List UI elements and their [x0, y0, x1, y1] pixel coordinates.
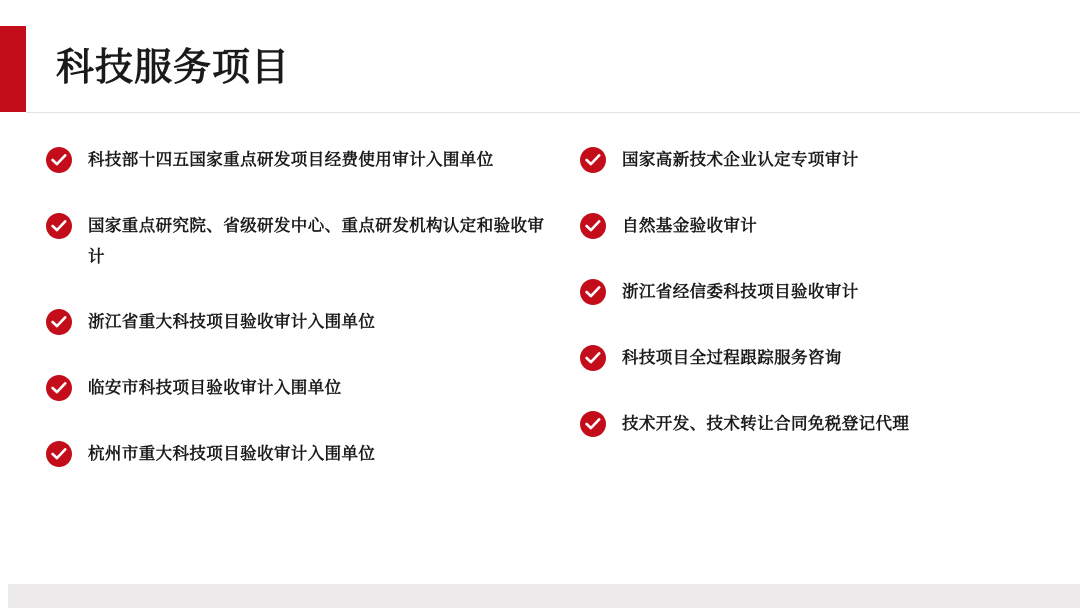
list-item-label: 杭州市重大科技项目验收审计入围单位	[88, 445, 376, 464]
check-circle-icon	[46, 147, 72, 173]
list-item	[580, 146, 1080, 176]
list-item	[46, 146, 560, 176]
bottom-band-notch	[0, 584, 8, 608]
left-column	[0, 146, 570, 506]
content-columns	[0, 146, 1080, 506]
title-divider	[26, 112, 1080, 113]
list-item-label: 科技部十四五国家重点研发项目经费使用审计入围单位	[88, 151, 494, 169]
list-item-label: 浙江省重大科技项目验收审计入围单位	[88, 313, 376, 332]
check-circle-icon	[580, 147, 606, 173]
title-accent-bar	[0, 26, 26, 112]
check-circle-icon	[580, 345, 606, 371]
list-item-label: 国家重点研究院、省级研发中心、重点研发机构认定和验收审计	[88, 217, 545, 266]
check-circle-icon	[580, 213, 606, 239]
list-item-label: 临安市科技项目验收审计入围单位	[88, 379, 342, 398]
list-item	[580, 410, 1080, 440]
list-item	[46, 374, 560, 404]
list-item	[580, 212, 1080, 242]
list-item-label: 科技项目全过程跟踪服务咨询	[622, 349, 842, 367]
list-item	[46, 212, 560, 272]
check-circle-icon	[46, 375, 72, 401]
check-circle-icon	[46, 309, 72, 335]
list-item	[580, 278, 1080, 308]
page-title: 科技服务项目	[56, 47, 291, 89]
list-item-label: 国家高新技术企业认定专项审计	[622, 151, 859, 169]
check-circle-icon	[46, 213, 72, 239]
bottom-band	[0, 584, 1080, 608]
list-item	[580, 344, 1080, 374]
check-circle-icon	[580, 411, 606, 437]
list-item-label: 技术开发、技术转让合同免税登记代理	[622, 415, 910, 433]
list-item	[46, 440, 560, 470]
list-item-label: 浙江省经信委科技项目验收审计	[622, 283, 859, 301]
right-column	[570, 146, 1080, 506]
list-item-label: 自然基金验收审计	[622, 217, 758, 235]
check-circle-icon	[580, 279, 606, 305]
list-item	[46, 308, 560, 338]
check-circle-icon	[46, 441, 72, 467]
